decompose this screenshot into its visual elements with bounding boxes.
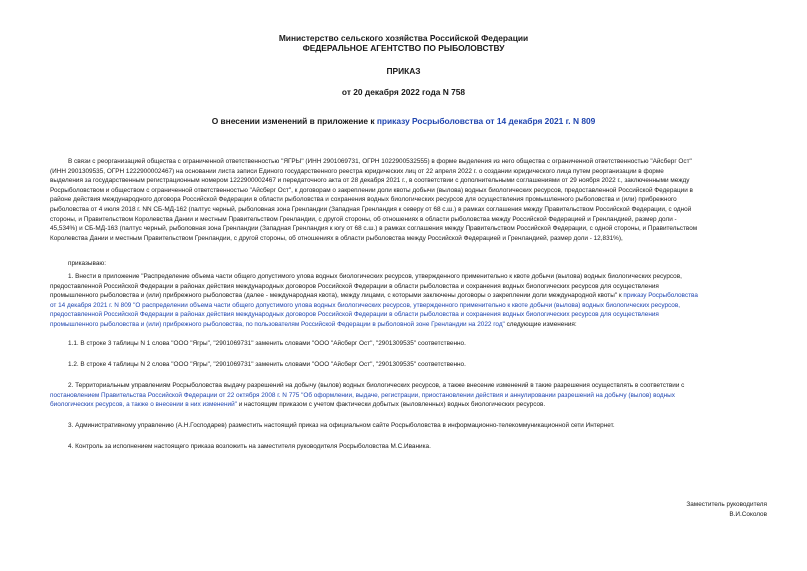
item-1-text: промышленного рыболовства и (или) прибрежного рыболовства (далее - международная квота), между лицами, с которыми заключены договоры о закреплении доли международной квоты" к — [50, 292, 624, 300]
agency-name: ФЕДЕРАЛЬНОЕ АГЕНТСТВО ПО РЫБОЛОВСТВУ — [302, 43, 505, 53]
order-809-link[interactable]: от 14 декабря 2021 г. N 809 "О распределении объема части общего допустимого улова водных биологических ресурсов, утвержденного применительно к квоте добычи (вылова) водных биологических ресурсов, — [50, 301, 681, 309]
preamble-line: районе действия международного договора Российской Федерации в области рыболовства и сохранения водных биологических ресурсов для осуществления промышленного рыболовства и (или) прибрежного — [50, 196, 677, 204]
item-1-line: предоставленной Российской Федерации в районах действия международных договоров Российской Федерации в области рыболовства и сохранения водных биологических ресурсов для осуществления — [50, 282, 659, 290]
item-2-line — [50, 400, 768, 410]
item-4: 4. Контроль за исполнением настоящего приказа возложить на заместителя руководителя Росрыболовства М.С.Иваника. — [68, 443, 431, 450]
preamble — [50, 157, 768, 243]
document-type: ПРИКАЗ — [386, 66, 421, 76]
item-1-line — [50, 291, 768, 301]
item-1 — [50, 272, 768, 330]
item-3: 3. Административному управлению (А.Н.Господарев) разместить настоящий приказ на официальном сайте Росрыболовства в информационно-телекоммуникационной сети Интернет. — [68, 422, 615, 429]
item-2-text: и настоящим приказом с учетом фактически добытых (выловленных) водных биологических ресурсов. — [236, 401, 546, 409]
order-809-link[interactable]: предоставленной Российской Федерации в районах действия международных договоров Российской Федерации в области рыболовства и сохранения водных биологических ресурсов для осуществления — [50, 311, 659, 319]
signature-position: Заместитель руководителя — [686, 501, 767, 508]
signature-name: В.И.Соколов — [729, 511, 767, 518]
preamble-line: Королевства Дании и местным Правительством Гренландии, с другой стороны, об отношениях в области рыболовства между Российской Федерацией и Гренландией, размер доли - 12,831%), — [50, 234, 623, 242]
preamble-line: стороны, и Правительством Королевства Дании и местным Правительством Гренландии, с другой стороны, об отношениях в области рыболовства между Российской Федерацией и Гренландией, размер доли - — [50, 215, 677, 223]
item-1-line — [50, 320, 768, 330]
order-809-link[interactable]: приказу Росрыболовства от 14 декабря 2021 г. N 809 — [376, 116, 596, 126]
item-2 — [50, 381, 768, 410]
order-809-link[interactable]: промышленного рыболовства и (или) прибрежного рыболовства, по пользователям Российской Федерации в рыболовной зоне Гренландии на 2022 год" — [50, 320, 505, 328]
resolution-775-link[interactable]: постановлением Правительства Российской Федерации от 22 октября 2008 г. N 775 "Об оформлении, выдаче, регистрации, приостановлении действия и аннулировании разрешений на добычу (вылов) водных — [50, 391, 675, 399]
item-1-line: 1. Внести в приложение "Распределение объема части общего допустимого улова водных биологических ресурсов, утвержденного применительно к квоте добычи (вылова) водных биологических ресурсов, — [68, 273, 682, 280]
item-1-1: 1.1. В строке 3 таблицы N 1 слова "ООО "Ягры", "2901069731" заменить словами "ООО "Айсберг Ост", "2901309535" соответственно. — [68, 340, 466, 347]
document-title — [0, 116, 807, 127]
preamble-line: В связи с реорганизацией общества с ограниченной ответственностью "ЯГРЫ" (ИНН 2901069731, ОГРН 1022900532555) в форме выделения из него общества с ограниченной ответственностью "Айсберг Ост" — [68, 158, 692, 165]
preamble-line: Росрыболовством и обществом с ограниченной ответственностью "Айсберг Ост", к договорам о закреплении доли квоты добычи (вылова) водных биологических ресурсов, предоставленной Российской Федерации в — [50, 186, 693, 194]
preamble-line: 45,534%) и СБ-МД-163 (палтус черный, рыболовная зона Гренландии (Западная Гренландия к югу от 68 с.ш.) в рамках соглашения между Правительством Российской Федерации, с одной стороны, и Правительством — [50, 225, 698, 233]
item-1-text: следующие изменения: — [504, 320, 577, 328]
preamble-line: рыболовства от 4 июля 2018 г. NN СБ-МД-162 (палтус черный, рыболовная зона Гренландии (Западная Гренландия к северу от 68 с.ш.) в рамках соглашения между Правительством Российской Федерации, с одной — [50, 205, 692, 213]
document-title-text: О внесении изменений в приложение к — [211, 116, 377, 126]
signature-block — [686, 500, 767, 520]
item-2-line: 2. Территориальным управлениям Росрыболовства выдачу разрешений на добычу (вылов) водных биологических ресурсов, а также внесение изменений в такие разрешения осуществлять в соответствии с — [68, 382, 685, 389]
document-date-number: от 20 декабря 2022 года N 758 — [341, 87, 466, 97]
ministry-name: Министерство сельского хозяйства Российской Федерации — [278, 33, 529, 43]
preamble-line: выделения за государственным регистрационным номером 1222900002467 и передаточного акта от 28 декабря 2021 г., в соответствии с дополнительными соглашениями от 29 ноября 2022 г., заключенными между — [50, 177, 690, 185]
resolution-775-link[interactable]: биологических ресурсов, а также о внесении в них изменений" — [50, 401, 237, 409]
order-809-link[interactable]: приказу Росрыболовства — [623, 292, 698, 300]
order-word: приказываю: — [68, 260, 106, 267]
item-1-2: 1.2. В строке 4 таблицы N 2 слова "ООО "Ягры", "2901069731" заменить словами "ООО "Айсберг Ост", "2901309535" соответственно. — [68, 361, 466, 368]
preamble-line: (ИНН 2901309535, ОГРН 1222900002467) на основании листа записи Единого государственного реестра юридических лиц от 22 апреля 2022 г. о создании юридического лица путем реорганизации в форме — [50, 167, 664, 175]
